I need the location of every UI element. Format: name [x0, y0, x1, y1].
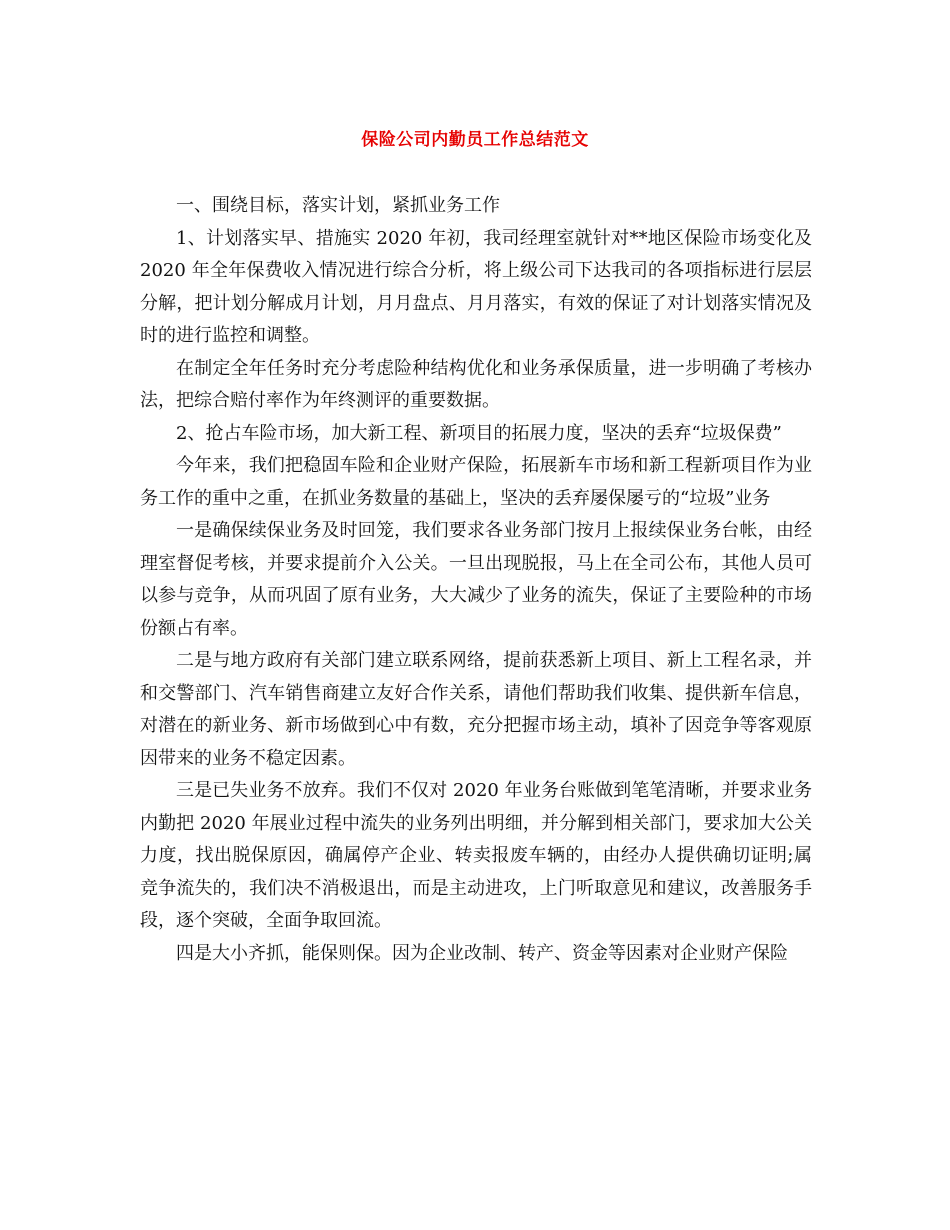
paragraph: 今年来，我们把稳固车险和企业财产保险，拓展新车市场和新工程新项目作为业务工作的重中之重，在抓业务数量的基础上，坚决的丢弃屡保屡亏的“垃圾”业务: [140, 455, 812, 509]
paragraph-section-heading: 一、围绕目标，落实计划，紧抓业务工作: [176, 195, 500, 216]
paragraph: 一是确保续保业务及时回笼，我们要求各业务部门按月上报续保业务台帐，由经理室督促考核，并要求提前介入公关。一旦出现脱报，马上在全司公布，其他人员可以参与竞争，从而巩固了原有业务，大大减少了业务的流失，保证了主要险种的市场份额占有率。: [140, 520, 812, 639]
paragraph: 在制定全年任务时充分考虑险种结构优化和业务承保质量，进一步明确了考核办法，把综合赔付率作为年终测评的重要数据。: [140, 357, 812, 411]
paragraph: 三是已失业务不放弃。我们不仅对 2020 年业务台账做到笔笔清晰，并要求业务内勤把 2020 年展业过程中流失的业务列出明细，并分解到相关部门，要求加大公关力度，找出脱保原因，确属停产企业、转卖报废车辆的，由经办人提供确切证明;属竞争流失的，我们决不消极退出，而是主动进攻，上门听取意见和建议，改善服务手段，逐个突破，全面争取回流。: [140, 780, 812, 931]
paragraph: 二是与地方政府有关部门建立联系网络，提前获悉新上项目、新上工程名录，并和交警部门、汽车销售商建立友好合作关系，请他们帮助我们收集、提供新车信息，对潜在的新业务、新市场做到心中有数，充分把握市场主动，填补了因竞争等客观原因带来的业务不稳定因素。: [140, 650, 812, 769]
paragraph: 2、抢占车险市场，加大新工程、新项目的拓展力度，坚决的丢弃“垃圾保费”: [176, 422, 782, 444]
paragraph: 1、计划落实早、措施实 2020 年初，我司经理室就针对**地区保险市场变化及 2020 年全年保费收入情况进行综合分析，将上级公司下达我司的各项指标进行层层分解，把计划分解成月计划，月月盘点、月月落实，有效的保证了对计划落实情况及时的进行监控和调整。: [140, 227, 812, 346]
document-title: 保险公司内勤员工作总结范文: [361, 130, 589, 150]
paragraph: 四是大小齐抓，能保则保。因为企业改制、转产、资金等因素对企业财产保险: [176, 942, 788, 964]
document-body: [140, 190, 812, 970]
